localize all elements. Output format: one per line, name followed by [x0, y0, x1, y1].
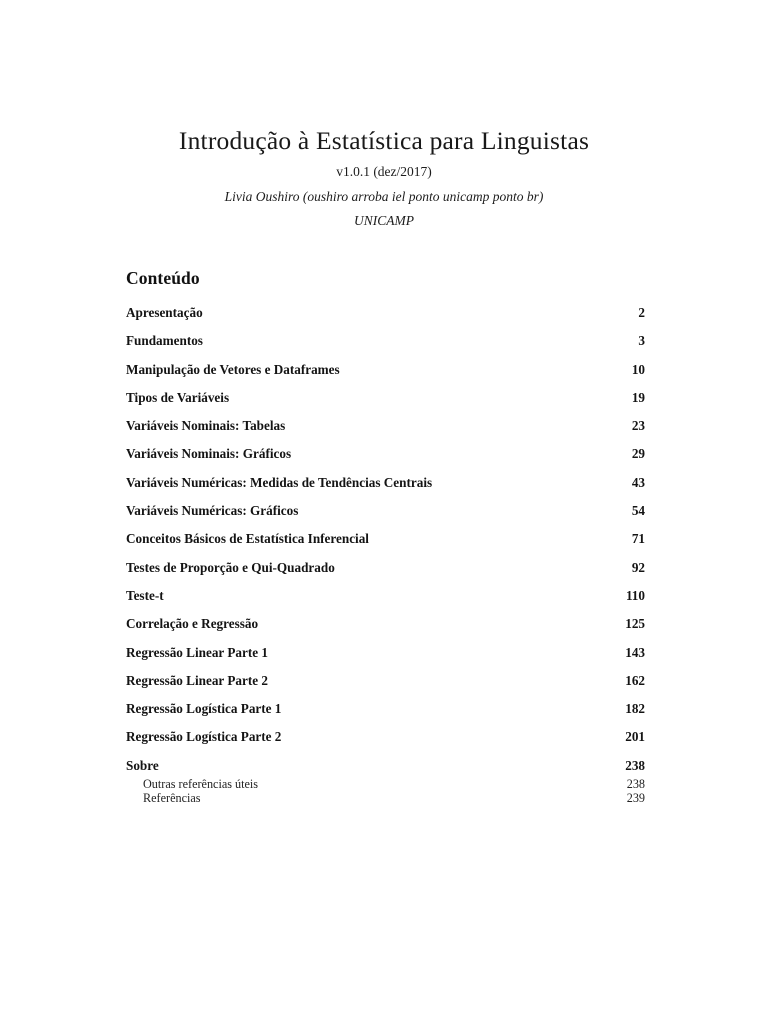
document-author: Livia Oushiro (oushiro arroba iel ponto unicamp ponto br) — [224, 189, 544, 205]
toc-entry[interactable] — [126, 560, 645, 588]
toc-entry[interactable] — [126, 701, 645, 729]
toc-entry-page-number: 2 — [638, 305, 645, 320]
toc-entry-page-number: 19 — [631, 389, 645, 405]
toc-subentry[interactable] — [126, 791, 645, 806]
toc-subentry-label: Referências — [143, 791, 201, 806]
toc-entry-label: Regressão Logística Parte 2 — [126, 729, 282, 745]
toc-entry-page-number: 71 — [631, 531, 645, 547]
toc-entry[interactable] — [126, 333, 645, 361]
toc-entry-page-number: 43 — [631, 474, 645, 490]
toc-entry[interactable] — [126, 475, 645, 503]
toc-entry-label: Correlação e Regressão — [126, 616, 259, 632]
toc-entry[interactable] — [126, 531, 645, 559]
toc-entry-label: Variáveis Nominais: Tabelas — [126, 418, 286, 434]
title-block — [0, 126, 768, 229]
toc-entry[interactable] — [126, 362, 645, 390]
toc-entry-page-number: 92 — [631, 559, 645, 575]
toc-entry-label: Fundamentos — [126, 333, 203, 349]
dotted-leader — [265, 784, 623, 785]
toc-entry-label: Variáveis Numéricas: Medidas de Tendências Centrais — [126, 474, 433, 490]
toc-entry[interactable] — [126, 616, 645, 644]
toc-entry-page-number: 143 — [625, 644, 645, 660]
toc-subentry-page-number: 239 — [626, 791, 645, 806]
table-of-contents — [126, 268, 645, 806]
toc-entry-page-number: 238 — [625, 757, 645, 773]
toc-entry[interactable] — [126, 446, 645, 474]
toc-entry-label: Regressão Logística Parte 1 — [126, 701, 282, 717]
toc-entry-page-number: 125 — [625, 616, 645, 632]
toc-entry-label: Testes de Proporção e Qui-Quadrado — [126, 559, 335, 575]
toc-entry-label: Regressão Linear Parte 1 — [126, 644, 268, 660]
toc-entry[interactable] — [126, 588, 645, 616]
toc-entry[interactable] — [126, 673, 645, 701]
toc-subentry-page-number: 238 — [626, 776, 645, 791]
document-version: v1.0.1 (dez/2017) — [336, 164, 432, 180]
toc-entry-page-number: 23 — [631, 418, 645, 434]
page-title: Introdução à Estatística para Linguistas — [178, 126, 590, 155]
toc-entry-label: Variáveis Nominais: Gráficos — [126, 446, 292, 462]
toc-subentry-label: Outras referências úteis — [143, 776, 259, 791]
dotted-leader — [208, 798, 623, 799]
toc-entry-label: Variáveis Numéricas: Gráficos — [126, 503, 299, 519]
toc-entry-page-number: 54 — [631, 503, 645, 519]
toc-entry[interactable] — [126, 305, 645, 333]
toc-entry-label: Sobre — [126, 757, 159, 773]
toc-entry[interactable] — [126, 390, 645, 418]
toc-entry-label: Regressão Linear Parte 2 — [126, 672, 268, 688]
toc-subentry[interactable] — [126, 777, 645, 792]
toc-entry-page-number: 110 — [625, 587, 645, 603]
toc-entry-label: Teste-t — [126, 587, 164, 603]
toc-entry-label: Apresentação — [126, 305, 203, 320]
toc-entry[interactable] — [126, 645, 645, 673]
toc-subentry-list — [126, 777, 645, 806]
toc-entry[interactable] — [126, 729, 645, 757]
toc-entry[interactable] — [126, 418, 645, 446]
toc-entry-page-number: 182 — [625, 701, 645, 717]
toc-entry-label: Tipos de Variáveis — [126, 389, 230, 405]
contents-heading: Conteúdo — [126, 268, 200, 288]
toc-entry-label: Conceitos Básicos de Estatística Inferencial — [126, 531, 369, 547]
toc-entry-page-number: 3 — [638, 333, 645, 349]
toc-entry[interactable] — [126, 758, 645, 777]
toc-entry-label: Manipulação de Vetores e Dataframes — [126, 361, 340, 377]
toc-entry-page-number: 10 — [631, 361, 645, 377]
toc-entry-page-number: 201 — [625, 729, 645, 745]
toc-entry[interactable] — [126, 503, 645, 531]
toc-entry-list — [126, 305, 645, 777]
toc-entry-page-number: 162 — [625, 672, 645, 688]
toc-entry-page-number: 29 — [631, 446, 645, 462]
document-affiliation: UNICAMP — [354, 213, 414, 229]
